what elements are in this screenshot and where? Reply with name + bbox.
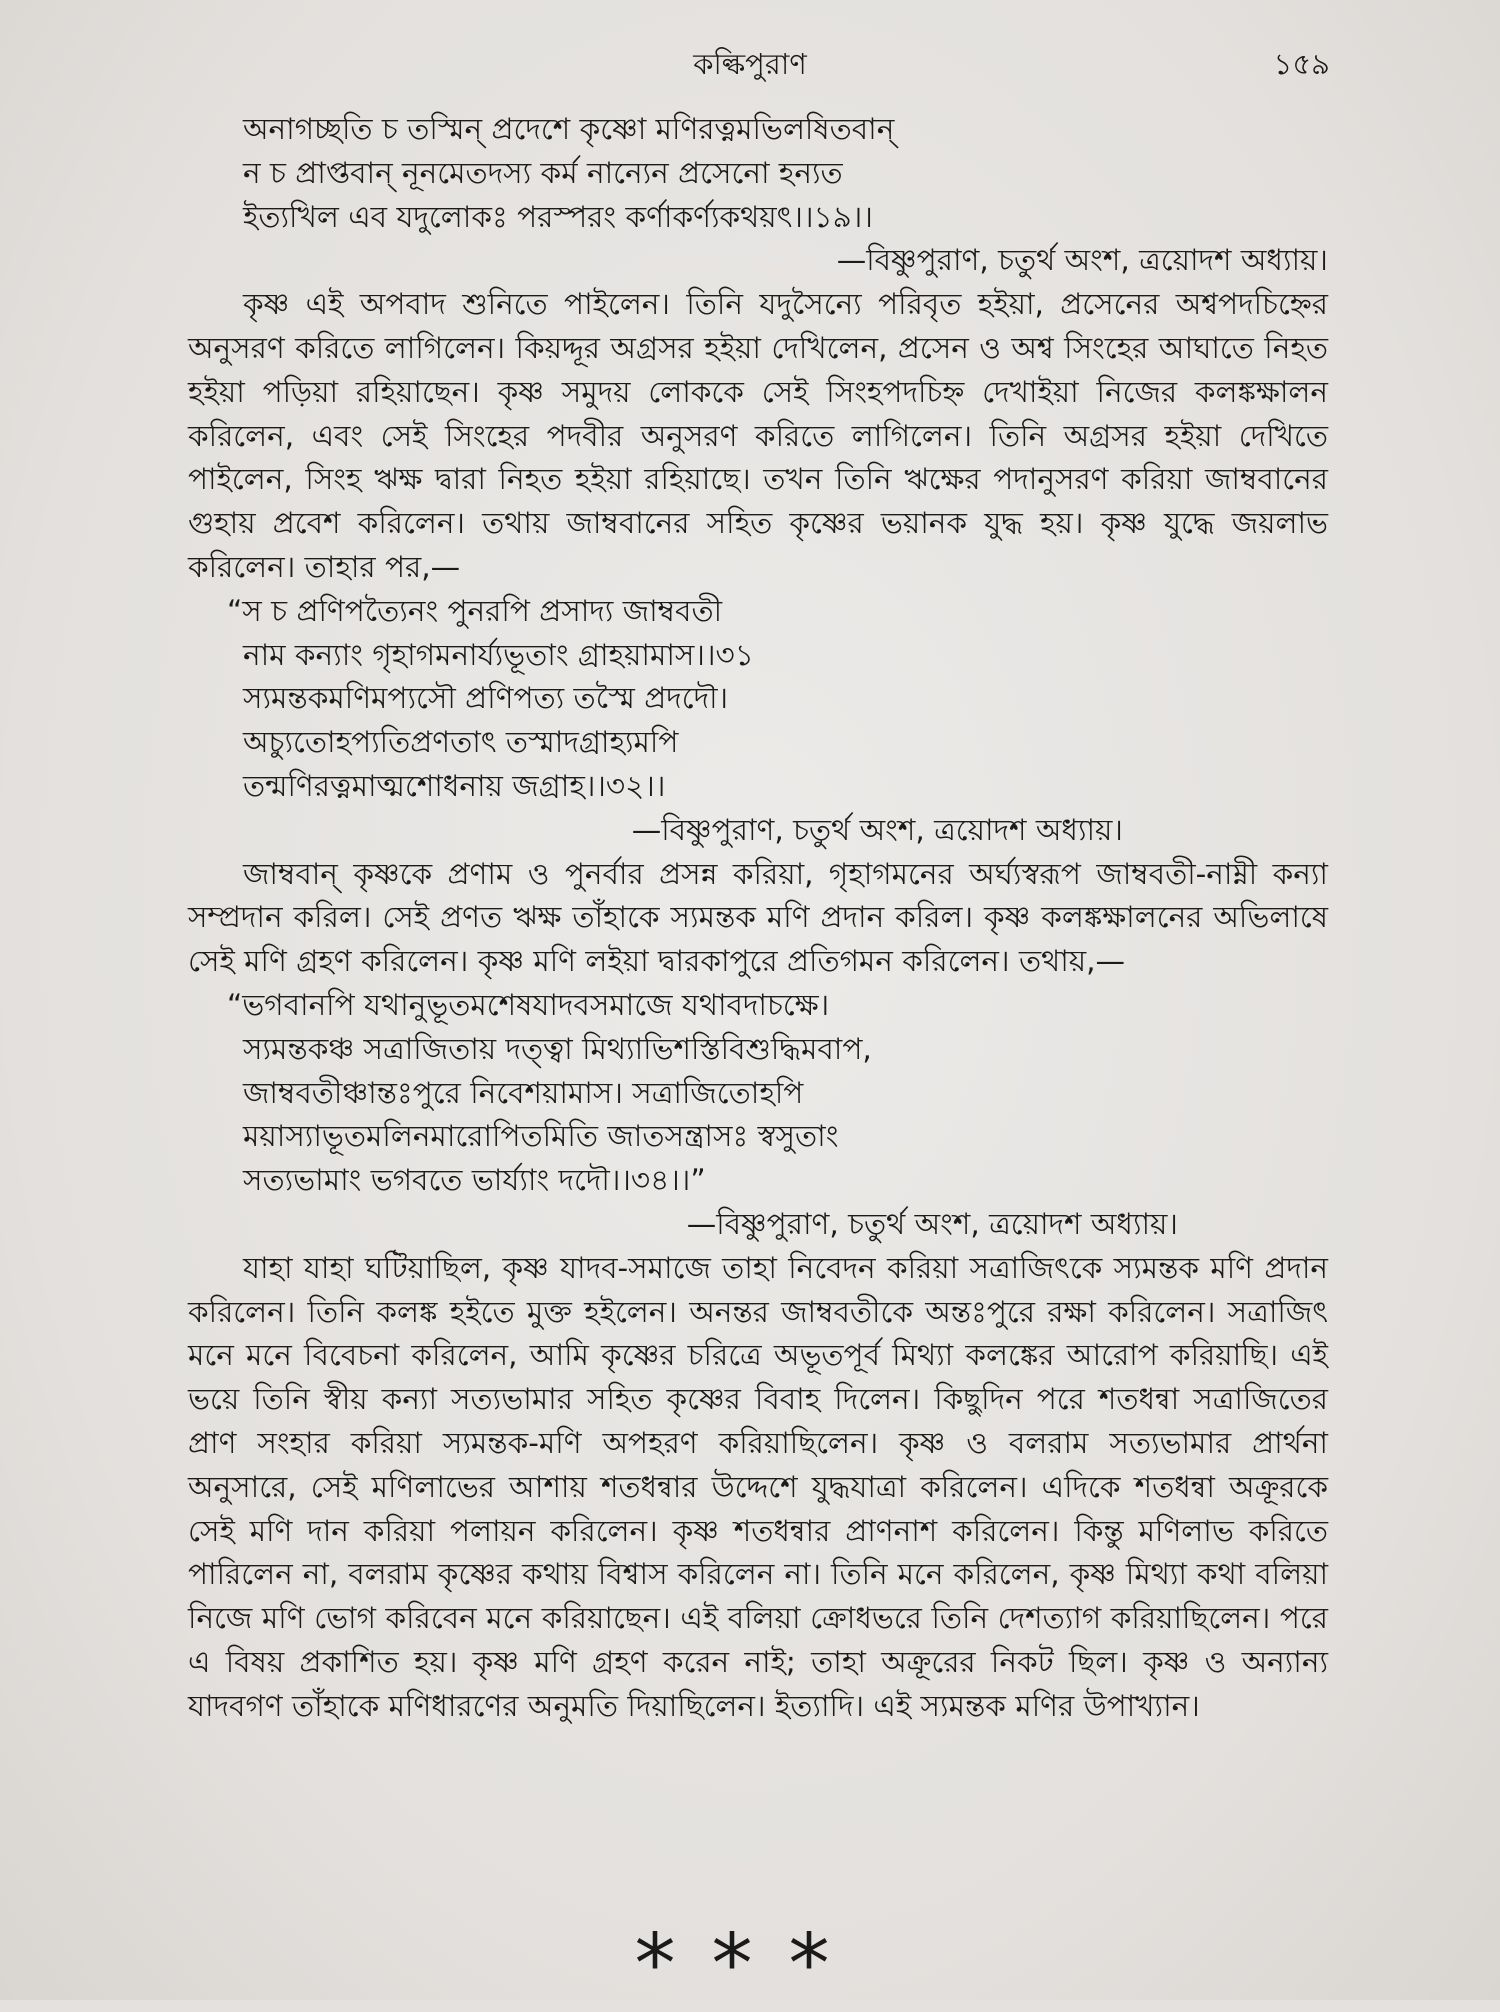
verse-line: জাম্ববতীঞ্চান্তঃপুরে নিবেশয়ামাস। সত্রাজিতোহপি <box>243 1075 804 1110</box>
sanskrit-verse-2 <box>188 590 1328 809</box>
sanskrit-verse-3 <box>188 984 1328 1203</box>
running-head: কল্কিপুরাণ <box>693 47 807 81</box>
verse-line: তন্মণিরত্নমাত্মশোধনায় জগ্রাহ।।৩২।। <box>243 768 666 803</box>
verse-line: ন চ প্রাপ্তবান্ নূনমেতদস্য কর্ম নান্যেন প্রসেনো হন্যত <box>243 155 843 190</box>
page-header <box>0 42 1500 82</box>
page-number: ১৫৯ <box>1273 47 1330 81</box>
verse-line: সত্যভামাং ভগবতে ভার্য্যাং দদৌ।।৩৪।।” <box>243 1163 706 1198</box>
paragraph: যাহা যাহা ঘটিয়াছিল, কৃষ্ণ যাদব-সমাজে তাহা নিবেদন করিয়া সত্রাজিৎকে স্যমন্তক মণি প্রদান করিলেন। তিনি কলঙ্ক হইতে মুক্ত হইলেন। অনন্তর জাম্ববতীকে অন্তঃপুরে রক্ষা করিলেন। সত্রাজিৎ মনে মনে বিবেচনা করিলেন, আমি কৃষ্ণের চরিত্রে অভূতপূর্ব মিথ্যা কলঙ্কের আরোপ করিয়াছি। এই ভয়ে তিনি স্বীয় কন্যা সত্যভামার সহিত কৃষ্ণের বিবাহ দিলেন। কিছুদিন পরে শতধন্বা সত্রাজিতের প্রাণ সংহার করিয়া স্যমন্তক-মণি অপহরণ করিয়াছিলেন। কৃষ্ণ ও বলরাম সত্যভামার প্রার্থনা অনুসারে, সেই মণিলাভের আশায় শতধন্বার উদ্দেশে যুদ্ধযাত্রা করিলেন। এদিকে শতধন্বা অক্রূরকে সেই মণি দান করিয়া পলায়ন করিলেন। কৃষ্ণ শতধন্বার প্রাণনাশ করিলেন। কিন্তু মণিলাভ করিতে পারিলেন না, বলরাম কৃষ্ণের কথায় বিশ্বাস করিলেন না। তিনি মনে করিলেন, কৃষ্ণ মিথ্যা কথা বলিয়া নিজে মণি ভোগ করিবেন মনে করিয়াছেন। এই বলিয়া ক্রোধভরে তিনি দেশত্যাগ করিয়াছিলেন। পরে এ বিষয় প্রকাশিত হয়। কৃষ্ণ মণি গ্রহণ করেন নাই; তাহা অক্রূরের নিকট ছিল। কৃষ্ণ ও অন্যান্য যাদবগণ তাঁহাকে মণিধারণের অনুমতি দিয়াছিলেন। ইত্যাদি। এই স্যমন্তক মণির উপাখ্যান। <box>188 1250 1328 1723</box>
verse-line: স্যমন্তকমণিমপ্যসৌ প্রণিপত্য তস্মৈ প্রদদৌ। <box>243 681 729 716</box>
paragraph: জাম্ববান্ কৃষ্ণকে প্রণাম ও পুনর্বার প্রসন্ন করিয়া, গৃহাগমনের অর্ঘ্যস্বরূপ জাম্ববতী-নাম্নী কন্যা সম্প্রদান করিল। সেই প্রণত ঋক্ষ তাঁহাকে স্যমন্তক মণি প্রদান করিল। কৃষ্ণ কলঙ্কক্ষালনের অভিলাষে সেই মণি গ্রহণ করিলেন। কৃষ্ণ মণি লইয়া দ্বারকাপুরে প্রতিগমন করিলেন। তথায়,— <box>188 856 1328 979</box>
verse-line: “ভগবানপি যথানুভূতমশেষযাদবসমাজে যথাবদাচক্ষে। <box>227 987 830 1022</box>
verse-source: —বিষ্ণুপুরাণ, চতুর্থ অংশ, ত্রয়োদশ অধ্যায়। <box>836 243 1328 278</box>
verse-line: ময়াস্যাভূতমলিনমারোপিতমিতি জাতসন্ত্রাসঃ স্বসুতাং <box>243 1119 839 1154</box>
verse-source: —বিষ্ণুপুরাণ, চতুর্থ অংশ, ত্রয়োদশ অধ্যায়। <box>631 812 1123 847</box>
sanskrit-verse-1 <box>188 108 1328 239</box>
verse-line: অনাগচ্ছতি চ তস্মিন্ প্রদেশে কৃষ্ণো মণিরত্নমভিলষিতবান্ <box>243 112 895 146</box>
verse-line: অচ্যুতোহপ্যতিপ্রণতাৎ তস্মাদগ্রাহ্যমপি <box>243 725 679 760</box>
verse-line: স্যমন্তকঞ্চ সত্রাজিতায় দত্ত্বা মিথ্যাভিশস্তিবিশুদ্ধিমবাপ, <box>243 1031 872 1066</box>
page-body <box>188 108 1328 1728</box>
verse-line: “স চ প্রণিপত্যৈনং পুনরপি প্রসাদ্য জাম্ববতী <box>227 593 723 628</box>
section-end-ornament: *** <box>634 1917 866 2012</box>
paragraph: কৃষ্ণ এই অপবাদ শুনিতে পাইলেন। তিনি যদুসৈন্যে পরিবৃত হইয়া, প্রসেনের অশ্বপদচিহ্নের অনুসরণ করিতে লাগিলেন। কিয়দ্দূর অগ্রসর হইয়া দেখিলেন, প্রসেন ও অশ্ব সিংহের আঘাতে নিহত হইয়া পড়িয়া রহিয়াছেন। কৃষ্ণ সমুদয় লোককে সেই সিংহপদচিহ্ন দেখাইয়া নিজের কলঙ্কক্ষালন করিলেন, এবং সেই সিংহের পদবীর অনুসরণ করিতে লাগিলেন। তিনি অগ্রসর হইয়া দেখিতে পাইলেন, সিংহ ঋক্ষ দ্বারা নিহত হইয়া রহিয়াছে। তখন তিনি ঋক্ষের পদানুসরণ করিয়া জাম্ববানের গুহায় প্রবেশ করিলেন। তথায় জাম্ববানের সহিত কৃষ্ণের ভয়ানক যুদ্ধ হয়। কৃষ্ণ যুদ্ধে জয়লাভ করিলেন। তাহার পর,— <box>188 287 1328 584</box>
verse-line: ইত্যখিল এব যদুলোকঃ পরস্পরং কর্ণাকর্ণ্যকথয়ৎ।।১৯।। <box>243 199 873 234</box>
verse-line: নাম কন্যাং গৃহাগমনার্য্যভূতাং গ্রাহয়ামাস।।৩১ <box>243 637 754 672</box>
verse-source: —বিষ্ণুপুরাণ, চতুর্থ অংশ, ত্রয়োদশ অধ্যায়। <box>686 1206 1178 1241</box>
